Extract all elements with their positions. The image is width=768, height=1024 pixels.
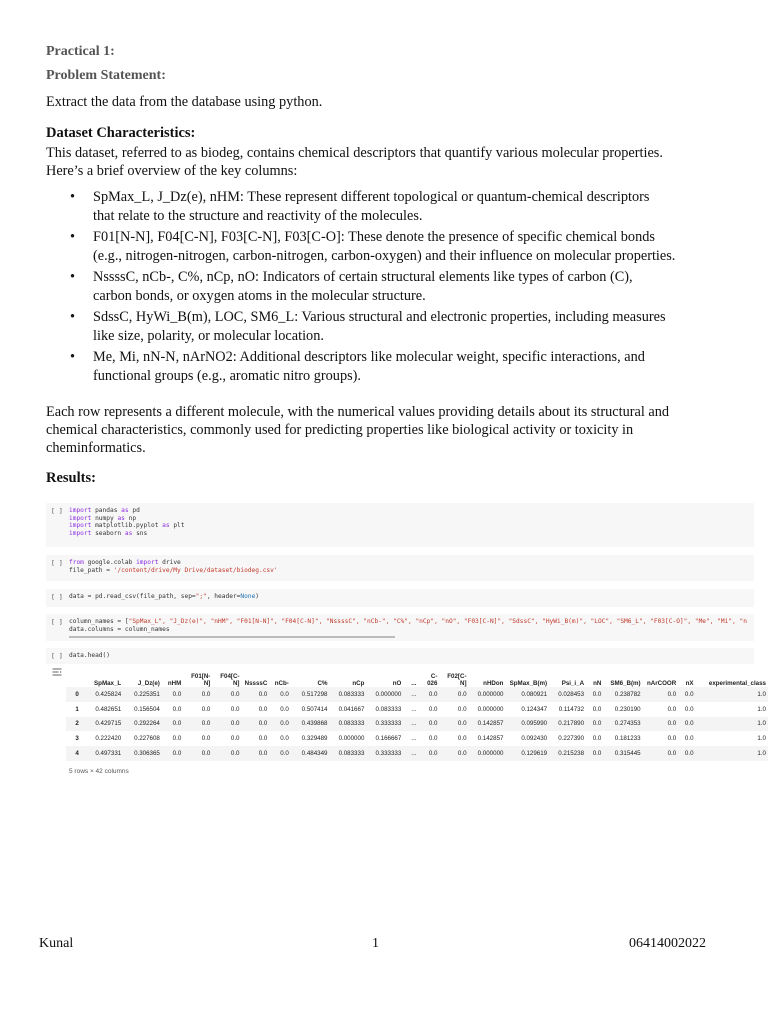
row-index: 2 (66, 717, 81, 732)
table-cell: 0.080921 (505, 687, 549, 702)
table-caption: 5 rows × 42 columns (69, 768, 129, 775)
table-cell: 0.0 (678, 746, 695, 761)
table-cell: 0.0 (684, 705, 694, 713)
table-cell: 0.429715 (81, 717, 123, 732)
table-cell: 0.041667 (338, 705, 365, 713)
list-item: • NssssC, nCb-, C%, nCp, nO: Indicators of certain structural elements like types of carbon (C), carbon bonds, or oxygen atoms in the molecular structure. (70, 269, 633, 304)
column-header: nO (392, 680, 402, 687)
table-cell: 0.222420 (95, 735, 122, 743)
table-cell: 0.0 (418, 746, 439, 761)
table-cell: 0.0 (678, 687, 695, 702)
table-cell: 0.0 (439, 687, 468, 702)
table-cell: 0.292264 (123, 717, 162, 732)
table-cell: ... (403, 717, 418, 732)
table-cell: 0.0 (172, 705, 182, 713)
dataset-line-1: This dataset, referred to as biodeg, contains chemical descriptors that quantify various molecular properties. (46, 145, 663, 161)
table-cell: 0.439868 (291, 717, 330, 732)
table-cell: 0.000000 (338, 735, 365, 743)
dataframe-table (66, 670, 768, 761)
table-cell: 0.333333 (366, 746, 403, 761)
table-cell: 0.095990 (505, 717, 549, 732)
summary-paragraph: Each row represents a different molecule, with the numerical values providing details about its structural and chemical characteristics, commonly used for predicting properties like biological activity or toxicity in cheminformatics. (46, 404, 670, 456)
table-cell: 0.000000 (469, 746, 506, 761)
table-cell: 0.0 (212, 687, 241, 702)
table-cell: 0.0 (457, 735, 467, 743)
table-cell: 0.0 (201, 735, 211, 743)
footer-name: Kunal (39, 936, 74, 951)
table-cell: 0.230190 (614, 705, 641, 713)
table-cell: 0.0 (667, 705, 677, 713)
column-header: Psi_i_A (561, 680, 585, 687)
table-row (66, 702, 768, 717)
column-header: nArCOOR (647, 680, 677, 687)
table-cell: 0.0 (201, 705, 211, 713)
table-cell: 0.0 (643, 746, 679, 761)
table-cell: 0.0 (230, 735, 240, 743)
column-header: SM6_B(m) (610, 680, 641, 687)
table-cell: 0.181233 (614, 735, 641, 743)
table-cell: 0.274353 (603, 717, 642, 732)
table-cell: 0.0 (212, 717, 241, 732)
column-header: nX (685, 680, 694, 687)
code-cell-head[interactable]: [ ] data.head() (46, 648, 754, 664)
row-index: 4 (66, 746, 81, 761)
footer-page-number: 1 (372, 936, 379, 951)
column-header: C% (317, 680, 328, 687)
table-cell: 0.0 (162, 687, 183, 702)
run-cell-button[interactable]: [ ] (51, 618, 63, 626)
column-header (66, 670, 81, 687)
table-cell: 0.0 (258, 735, 268, 743)
column-header: experimental_class (708, 680, 766, 687)
table-row (66, 746, 768, 761)
table-cell: 1.0 (757, 705, 766, 713)
table-cell: 0.0 (428, 705, 438, 713)
column-header: F02[C- N] (447, 673, 467, 687)
table-cell: 0.142857 (477, 735, 504, 743)
column-header: F01[N- N] (191, 673, 211, 687)
table-cell: 0.0 (439, 746, 468, 761)
table-cell: 0.482651 (95, 705, 122, 713)
footer-roll-number: 06414002022 (629, 936, 706, 951)
table-cell: 0.0 (643, 717, 679, 732)
table-cell: 0.497331 (81, 746, 123, 761)
table-cell: 0.0 (418, 687, 439, 702)
table-cell: 0.0 (212, 746, 241, 761)
practical-title: Practical 1: (46, 44, 115, 59)
table-cell: 0.0 (592, 705, 602, 713)
table-cell: 0.0 (183, 687, 212, 702)
list-item: • F01[N-N], F04[C-N], F03[C-N], F03[C-O]: These denote the presence of specific chemical bonds (e.g., nitrogen-nitrogen, carbon-nitrogen, carbon-oxygen) and their influence on molecular properties. (70, 229, 676, 264)
table-cell: 0.0 (280, 705, 289, 713)
table-cell: 0.0 (439, 717, 468, 732)
table-cell: 0.0 (183, 717, 212, 732)
table-cell: 0.0 (269, 717, 290, 732)
table-cell: 0.0 (172, 735, 182, 743)
table-cell: ... (411, 705, 417, 713)
table-cell: 0.114732 (558, 705, 585, 713)
table-cell: 0.0 (586, 687, 603, 702)
column-header: NssssC (244, 680, 268, 687)
table-cell: 0.166667 (375, 735, 402, 743)
table-cell: 0.0 (684, 735, 694, 743)
table-cell: 0.0 (269, 746, 290, 761)
table-cell: 0.0 (162, 717, 183, 732)
table-cell: 0.0 (643, 687, 679, 702)
table-cell: 0.0 (457, 705, 467, 713)
table-cell: 0.0 (586, 717, 603, 732)
table-cell: 0.225351 (123, 687, 162, 702)
table-cell: 0.227390 (558, 735, 585, 743)
table-cell: 0.0 (280, 735, 289, 743)
table-cell: ... (403, 746, 418, 761)
table-cell: 0.306365 (123, 746, 162, 761)
column-header: F04[C- N] (220, 673, 240, 687)
code-cell-imports[interactable]: [ ] import pandas as pd import numpy as np import matplotlib.pyplot as plt import seaborn as sns (46, 503, 754, 547)
table-cell: 0.0 (241, 687, 269, 702)
table-cell: 0.227608 (134, 735, 160, 743)
table-cell: 0.000000 (469, 687, 506, 702)
table-cell: 0.028453 (549, 687, 586, 702)
table-cell: 0.0 (586, 746, 603, 761)
list-item: • SdssC, HyWi_B(m), LOC, SM6_L: Various structural and electronic properties, including measures like size, polarity, or molecular location. (70, 309, 666, 344)
dataset-heading: Dataset Characteristics: (46, 125, 196, 141)
column-header: nCp (352, 680, 365, 687)
column-header: nCb- (274, 680, 289, 687)
table-cell: 1.0 (696, 717, 768, 732)
descriptor-list (70, 188, 730, 388)
table-cell: 0.0 (162, 746, 183, 761)
table-cell: 0.0 (418, 717, 439, 732)
row-index: 1 (75, 705, 79, 713)
table-cell: 0.329489 (301, 735, 328, 743)
horizontal-scrollbar[interactable] (69, 636, 395, 638)
table-cell: 0.0 (667, 735, 677, 743)
table-cell: 0.517298 (291, 687, 330, 702)
table-cell: 0.0 (258, 705, 268, 713)
column-header: SpMax_L (94, 680, 122, 687)
table-cell: 0.0 (428, 735, 438, 743)
table-row (66, 717, 768, 732)
table-cell: 1.0 (696, 746, 768, 761)
table-cell: 1.0 (696, 687, 768, 702)
table-cell: 0.0 (269, 687, 290, 702)
table-cell: 0.083333 (329, 746, 366, 761)
table-cell: 0.0 (241, 746, 269, 761)
list-item: • SpMax_L, J_Dz(e), nHM: These represent different topological or quantum-chemical descriptors that relate to the structure and reactivity of the molecules. (70, 189, 650, 224)
table-cell: ... (403, 687, 418, 702)
row-index: 3 (75, 735, 79, 743)
column-header: nHM (167, 680, 182, 687)
table-cell: 0.000000 (366, 687, 403, 702)
table-cell: 0.142857 (469, 717, 506, 732)
table-cell: 0.484349 (291, 746, 330, 761)
table-cell: 0.0 (183, 746, 212, 761)
column-header: nHDon (483, 680, 504, 687)
table-cell: 0.124347 (521, 705, 548, 713)
code-cell-read-csv[interactable]: [ ] data = pd.read_csv(file_path, sep=";", header=None) (46, 589, 754, 607)
table-cell: ... (411, 735, 417, 743)
run-cell-button[interactable]: [ ] (51, 559, 63, 567)
table-cell: 0.0 (241, 717, 269, 732)
column-header: C- 026 (427, 673, 438, 687)
output-icon[interactable] (52, 668, 62, 677)
column-header: SpMax_B(m) (509, 680, 548, 687)
table-cell: 0.333333 (366, 717, 403, 732)
run-cell-button[interactable]: [ ] (51, 507, 63, 515)
table-cell: 0.315445 (603, 746, 642, 761)
run-cell-button[interactable]: [ ] (51, 593, 63, 601)
table-cell: 0.217890 (549, 717, 586, 732)
table-cell: 1.0 (757, 735, 766, 743)
results-heading: Results: (46, 470, 96, 486)
table-cell: 0.156504 (134, 705, 160, 713)
list-item: • Me, Mi, nN-N, nArNO2: Additional descriptors like molecular weight, specific interactions, and functional groups (e.g., aromatic nitro groups). (70, 349, 645, 384)
table-cell: 0.083333 (329, 687, 366, 702)
code-cell-column-names[interactable]: [ ] column_names = ["SpMax_L", "J_Dz(e)", "nHM", "F01[N-N]", "F04[C-N]", "NssssC", "nCb-", "C%", "nCp", "nO", "F03[C-N]", "SdssC", "HyWi_B(m)", "LOC", "SM6_L", "F03[C-O]", "Me", "Mi", "n data.columns = column_names (46, 614, 754, 641)
run-cell-button[interactable]: [ ] (51, 652, 63, 660)
table-cell: 0.0 (678, 717, 695, 732)
table-row (66, 731, 768, 746)
table-cell: 0.238782 (603, 687, 642, 702)
column-header: ... (411, 680, 417, 687)
table-cell: 0.092430 (521, 735, 548, 743)
problem-heading: Problem Statement: (46, 68, 166, 83)
column-header: J_Dz(e) (137, 680, 160, 687)
table-cell: 0.129619 (505, 746, 549, 761)
table-cell: 0.425824 (81, 687, 123, 702)
table-cell: 0.083333 (375, 705, 402, 713)
code-cell-drive[interactable]: [ ] from google.colab import drive file_path = '/content/drive/My Drive/dataset/biodeg.csv' (46, 555, 754, 581)
table-cell: 0.000000 (477, 705, 504, 713)
table-cell: 0.083333 (329, 717, 366, 732)
row-index: 0 (66, 687, 81, 702)
column-header: nN (593, 680, 602, 687)
table-row (66, 687, 768, 702)
dataset-line-2: Here’s a brief overview of the key columns: (46, 163, 298, 179)
table-cell: 0.507414 (301, 705, 328, 713)
table-cell: 0.0 (592, 735, 602, 743)
table-cell: 0.0 (230, 705, 240, 713)
problem-text: Extract the data from the database using python. (46, 94, 323, 110)
table-cell: 0.215238 (549, 746, 586, 761)
